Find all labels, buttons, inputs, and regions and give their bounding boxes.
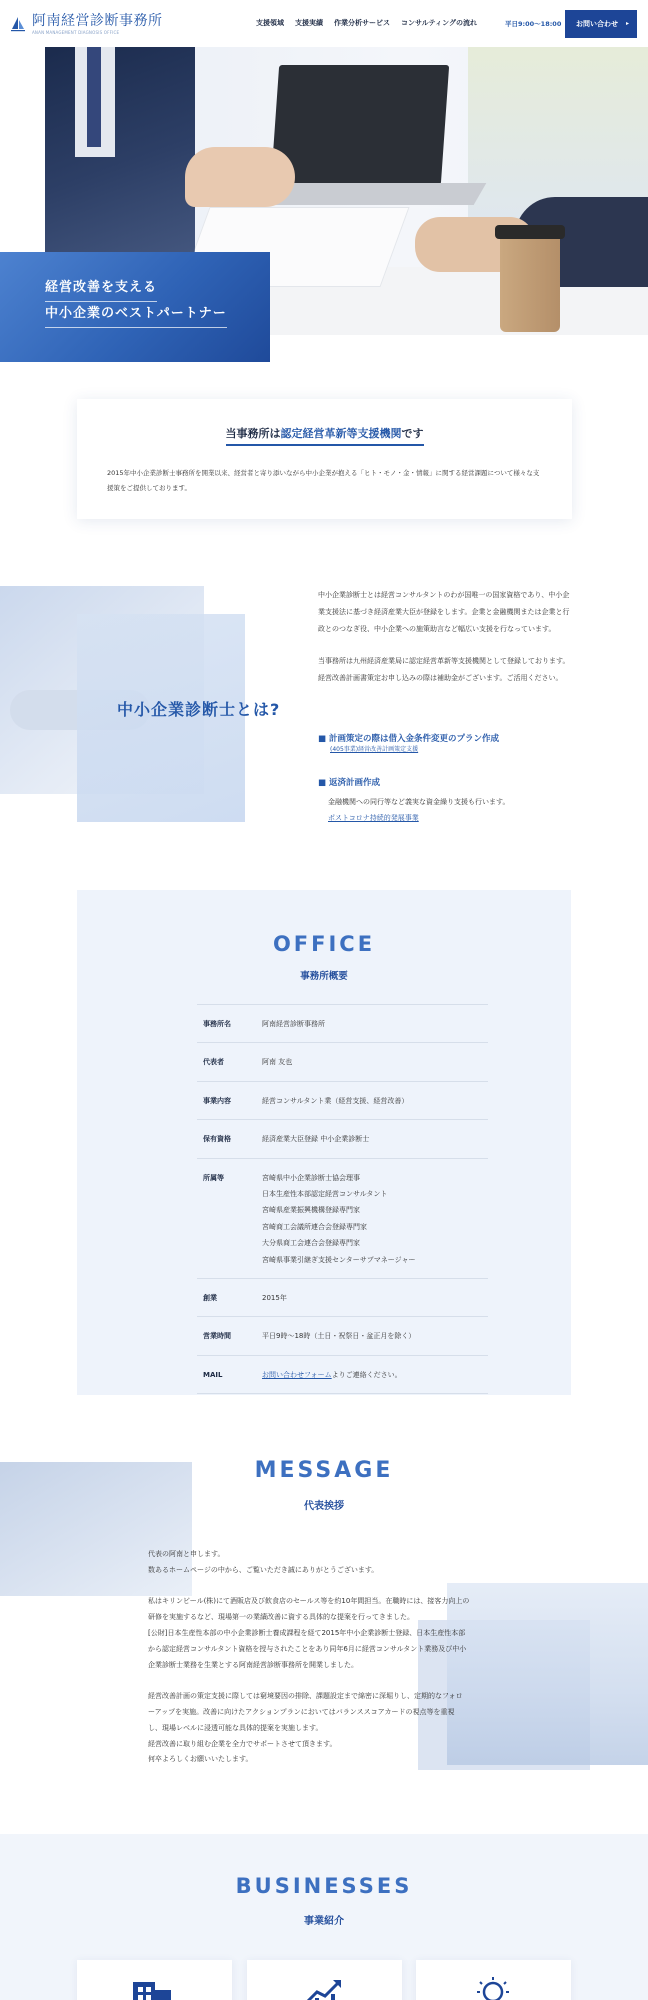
businesses-title-ja: 事業紹介	[304, 1916, 344, 1927]
office-row-value	[262, 1054, 292, 1070]
certified-card	[77, 399, 572, 519]
office-row-value	[262, 1093, 408, 1109]
office-value-line: 2015年	[262, 1294, 287, 1303]
message-line: 企業診断士業務を生業とする阿南経営診断事務所を開業しました。	[148, 1660, 358, 1669]
site-header	[0, 0, 648, 47]
certified-title-post: です	[401, 427, 424, 440]
logo[interactable]	[0, 0, 176, 47]
office-row	[197, 1317, 488, 1355]
logo-name: 阿南経営診断事務所	[32, 12, 163, 29]
what-is-para-1: 中小企業診断士とは経営コンサルタントのわが国唯一の国家資格であり、中小企業支援法に基づき経済産業大臣が登録をします。企業と金融機関または企業と行政とのつなぎ役、中小企業への施策助言など幅広い支援を行なっています。	[318, 591, 570, 633]
hero-suit	[45, 47, 195, 287]
office-row	[197, 1043, 488, 1081]
office-value-line: 日本生産性本部認定経営コンサルタント	[262, 1190, 388, 1199]
hero-hand	[185, 147, 295, 207]
hero-line-1: 経営改善を支える	[45, 276, 157, 302]
office-row	[197, 1082, 488, 1120]
office-row-label: 営業時間	[203, 1332, 231, 1341]
hero-tie	[87, 47, 101, 147]
message-paragraph	[148, 1594, 508, 1673]
message-line: 私はキリンビール(株)にて酒販店及び飲食店のセールス等を約10年間担当。在職時には、接客力向上の	[148, 1597, 470, 1606]
message-line: 代表の阿南と申します。	[148, 1550, 225, 1558]
office-value-line: 阿南経営診断事務所	[262, 1020, 325, 1028]
office-value-line: 経営コンサルタント業（経営支援、経営改善）	[262, 1096, 409, 1105]
businesses-section	[0, 1834, 648, 2000]
office-value-line: 大分県商工会連合会登録専門家	[262, 1239, 360, 1248]
nav-consulting-flow[interactable]: コンサルティングの流れ	[401, 19, 477, 27]
what-is-heading-2: ■ 返済計画作成	[318, 778, 380, 788]
message-title-ja: 代表挨拶	[304, 1501, 344, 1512]
office-row	[197, 1159, 488, 1279]
contact-form-link[interactable]: お問い合わせフォーム	[262, 1370, 332, 1379]
building-icon	[131, 1976, 177, 2000]
hero-catchcopy	[0, 252, 270, 362]
office-row-label: 代表者	[203, 1058, 224, 1067]
message-line: し、現場レベルに浸透可能な具体的提案を実施します。	[148, 1723, 323, 1732]
office-value-line: 宮崎県中小企業診断士協会理事	[262, 1173, 360, 1182]
message-line: 研修を実施するなど、現場第一の業績改善に資する具体的な提案を行ってきました。	[148, 1613, 414, 1622]
office-row-label: 事業内容	[203, 1096, 231, 1105]
business-card-3[interactable]	[416, 1960, 571, 2000]
office-value-line: 宮崎県産業振興機構登録専門家	[262, 1206, 360, 1215]
message-line: 経営改善に取り組む企業を全力でサポートさせて頂きます。	[148, 1739, 337, 1748]
office-title-en: OFFICE	[272, 932, 376, 956]
business-card-1[interactable]	[77, 1960, 232, 2000]
message-title-en: MESSAGE	[254, 1458, 394, 1483]
nav-work-analysis[interactable]: 作業分析サービス	[334, 19, 390, 27]
office-row-label: MAIL	[203, 1370, 223, 1379]
office-value-line: 経済産業大臣登録 中小企業診断士	[262, 1135, 370, 1144]
what-is-body	[318, 587, 574, 687]
office-value-line: 宮崎県事業引継ぎ支援センターサブマネージャー	[262, 1255, 416, 1264]
message-body	[148, 1547, 508, 1768]
office-value-line: 平日9時〜18時（土日・祝祭日・盆正月を除く）	[262, 1332, 416, 1341]
certified-title-highlight: 認定経営革新等支援機関	[280, 427, 402, 440]
office-row-label: 保有資格	[203, 1135, 231, 1144]
message-paragraph	[148, 1689, 508, 1768]
what-is-sublink-1[interactable]: (405事業)経営改善計画策定支援	[330, 746, 419, 753]
businesses-title-en: BUSINESSES	[235, 1874, 413, 1898]
office-row-value	[262, 1328, 415, 1344]
message-line: 経営改善計画の策定支援に際しては窮境要因の排除、課題設定まで綿密に深堀りし、定期的なフォロ	[148, 1692, 463, 1701]
what-is-para-2: 当事務所は九州経済産業局に認定経営革新等支援機関として登録しております。経営改善計画書策定お申し込みの際は補助金がございます。ご活用ください。	[318, 657, 570, 682]
certified-title-pre: 当事務所は	[225, 427, 281, 440]
sail-logo-icon	[10, 16, 26, 32]
office-row	[197, 1356, 488, 1394]
logo-subtitle: ANAN MANAGEMENT DIAGNOSIS OFFICE	[32, 29, 120, 35]
office-row-value	[262, 1290, 287, 1306]
certified-text: 2015年中小企業診断士事務所を開業以来、経営者と寄り添いながら中小企業が抱える「ヒト・モノ・金・情報」に関する経営課題について様々な支援策をご提供しております。	[107, 469, 540, 492]
business-hours: 平日9:00〜18:00	[505, 20, 562, 28]
office-row	[197, 1005, 488, 1043]
office-row-label: 事務所名	[203, 1020, 231, 1028]
certified-title	[226, 425, 424, 446]
office-row-value	[262, 1131, 369, 1147]
what-is-title: 中小企業診断士とは?	[117, 700, 281, 719]
hero-coffee-cup	[500, 232, 560, 332]
office-row	[197, 1120, 488, 1158]
message-paragraph	[148, 1547, 508, 1579]
business-card-2[interactable]	[247, 1960, 402, 2000]
office-row-label: 創業	[203, 1294, 217, 1303]
message-line: から認定経営コンサルタント資格を授与されたことをあり同年6月に経営コンサルタント業務及び中小	[148, 1644, 467, 1653]
office-section	[77, 890, 571, 1395]
office-value-line: 宮崎商工会議所連合会登録専門家	[262, 1222, 367, 1231]
contact-button-label: お問い合わせ	[576, 20, 618, 28]
office-row	[197, 1279, 488, 1317]
what-is-sub-2: 金融機関への同行等など義実な資金繰り支援も行います。	[328, 798, 510, 806]
what-is-heading-1: ■ 計画策定の際は借入金条件変更のプラン作成	[318, 734, 499, 744]
hero-cup-lid	[495, 225, 565, 239]
office-row-value	[262, 1170, 415, 1268]
nav-achievements[interactable]: 支援実績	[295, 19, 323, 27]
office-row-label: 所属等	[203, 1173, 224, 1182]
hero-laptop	[271, 65, 449, 185]
message-line: 数あるホームページの中から、ご覧いただき誠にありがとうございます。	[148, 1565, 379, 1574]
office-row-value	[262, 1367, 402, 1383]
office-table	[197, 1004, 488, 1394]
office-value-line: 阿南 友也	[262, 1058, 293, 1067]
message-line: 何卒よろしくお願いいたします。	[148, 1755, 253, 1764]
mail-note: よりご連絡ください。	[331, 1370, 402, 1379]
office-row-value	[262, 1016, 325, 1032]
what-is-link-2[interactable]: ポストコロナ持続的発展事業	[328, 814, 419, 822]
arrow-right-icon: ▸	[625, 20, 629, 27]
nav-support-areas[interactable]: 支援領域	[256, 19, 284, 27]
lightbulb-icon	[470, 1976, 516, 2000]
message-line: ーアップを実施。改善に向けたアクションプランにおいてはバランススコアカードの視点等を重視	[148, 1707, 455, 1716]
chart-icon	[301, 1976, 347, 2000]
contact-button[interactable]	[565, 10, 637, 38]
hero-line-2: 中小企業のベストパートナー	[45, 302, 227, 328]
main-nav	[256, 18, 488, 28]
office-title-ja: 事務所概要	[300, 971, 348, 982]
message-line: [公財]日本生産性本部の中小企業診断士養成課程を経て2015年中小企業診断士登録、日本生産性本部	[148, 1628, 466, 1637]
